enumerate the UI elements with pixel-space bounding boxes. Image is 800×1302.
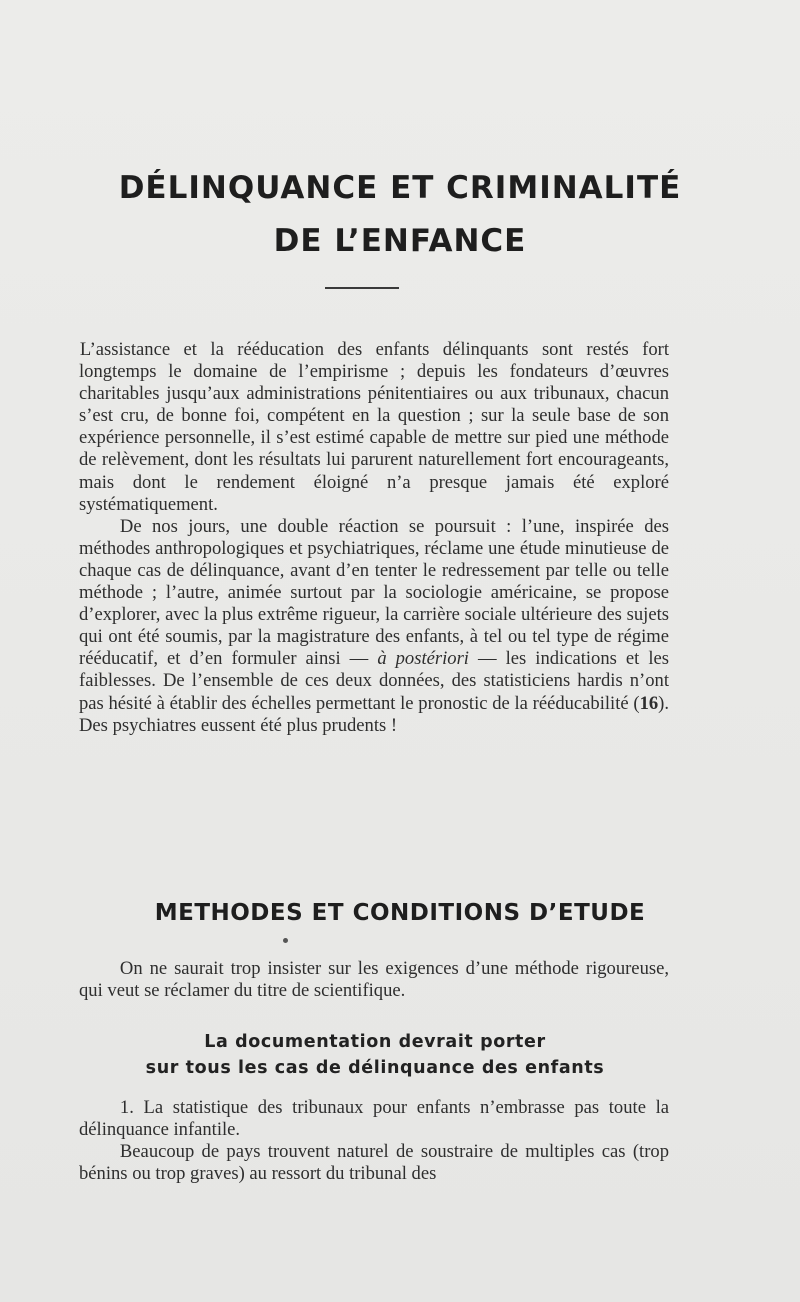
- page-title-line-2: DE L’ENFANCE: [273, 223, 527, 259]
- intro-section: [79, 339, 669, 737]
- intro-paragraph-2-text-c: ). Des psychiatres eussent été plus prudents !: [79, 692, 669, 736]
- documentation-paragraph-1: 1. La statistique des tribunaux pour enfants n’embrasse pas toute la délinquance infantile.: [79, 1097, 669, 1141]
- documentation-section: [79, 1097, 669, 1185]
- subsection-heading-line-2: sur tous les cas de délinquance des enfants: [145, 1058, 605, 1078]
- section-heading: METHODES ET CONDITIONS D’ETUDE: [154, 900, 646, 926]
- method-section: [79, 958, 669, 1002]
- title-divider: [325, 287, 399, 289]
- intro-paragraph-2-text-b: — les indications et les faiblesses. De l’ensemble de ces deux données, des statisticiens hardis n’ont pas hésité à établir des échelles permettant le pronostic de la rééducabilité (: [79, 648, 669, 714]
- page-title-line-1: DÉLINQUANCE ET CRIMINALITÉ: [118, 170, 682, 206]
- intro-paragraph-2-text-a: De nos jours, une double réaction se poursuit : l’une, inspirée des méthodes anthropologiques et psychiatriques, réclame une étude minutieuse de chaque cas de délinquance, avant d’en tenter le redressement par telle ou telle méthode ; l’autre, animée surtout par la sociologie américaine, se propose d’explorer, avec la plus extrême rigueur, la carrière sociale ultérieure des sujets qui ont été soumis, par la magistrature des enfants, à tel ou tel type de régime rééducatif, et d’en formuler ainsi —: [79, 515, 669, 670]
- intro-paragraph-2: [79, 516, 669, 737]
- method-paragraph: On ne saurait trop insister sur les exigences d’une méthode rigoureuse, qui veut se réclamer du titre de scientifique.: [79, 958, 669, 1002]
- reference-number: 16: [639, 692, 659, 714]
- bullet-dot: [283, 938, 288, 943]
- subsection-heading-line-1: La documentation devrait porter: [204, 1032, 546, 1052]
- documentation-paragraph-2: Beaucoup de pays trouvent naturel de soustraire de multiples cas (trop bénins ou trop graves) au ressort du tribunal des: [79, 1141, 669, 1185]
- intro-paragraph-1: L’assistance et la rééducation des enfants délinquants sont restés fort longtemps le domaine de l’empirisme ; depuis les fondateurs d’œuvres charitables jusqu’aux administrations pénitentiaires ou aux tribunaux, chacun s’est cru, de bonne foi, compétent en la question ; sur la seule base de son expérience personnelle, il s’est estimé capable de mettre sur pied une méthode de relèvement, dont les résultats lui parurent naturellement fort encourageants, mais dont le rendement éloigné n’a presque jamais été exploré systématiquement.: [79, 339, 669, 515]
- latin-term: à postériori: [377, 648, 469, 670]
